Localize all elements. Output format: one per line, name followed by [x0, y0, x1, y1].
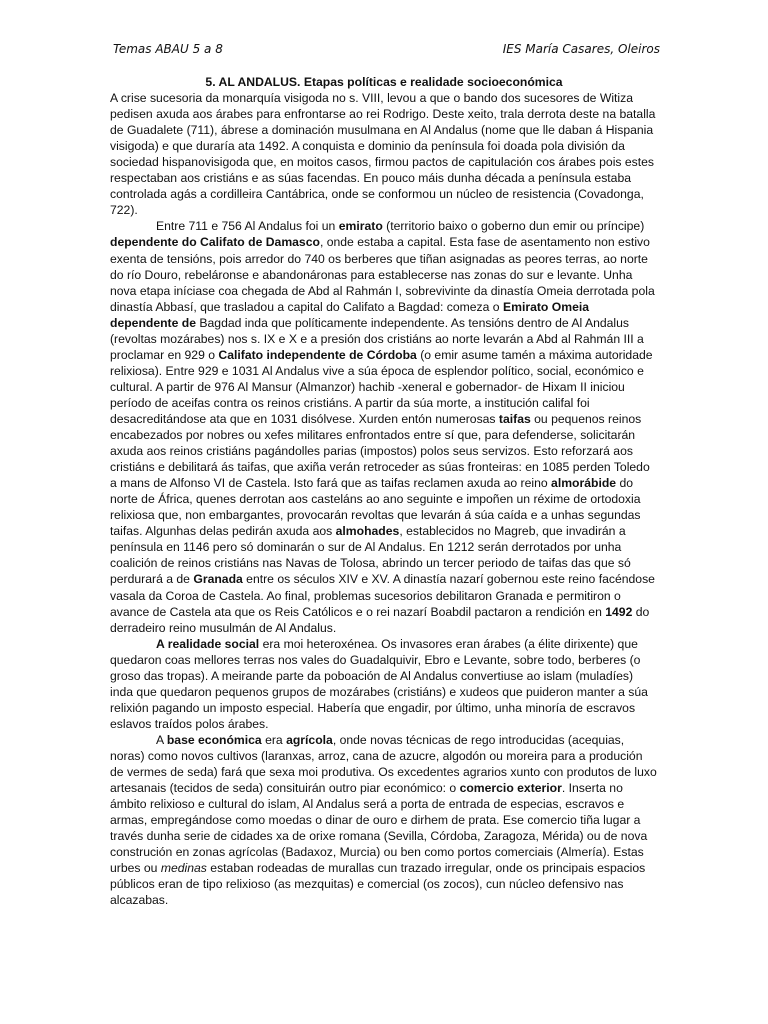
bold-term: Califato independente de Córdoba — [218, 347, 417, 362]
text-run: . Inserta no ámbito relixioso e cultural do islam, Al Andalus será a porta de entrada de especias, escravos e armas, empregándose como moedas o dinar de ouro e dirhem de prata. Ese comercio tiña lugar a través dunha serie de cidades xa de orixe romana (Sevilla, Córdoba, Zaragoza, Mérida) ou de nova construción en zonas agrícolas (Badaxoz, Murcia) ou ben como portos comerciais (Almería). Estas urbes ou — [110, 781, 648, 876]
text-run: A crise sucesoria da monarquía visigoda no s. VIII, levou a que o bando dos sucesores de Witiza pedisen axuda aos árabes para enfrontarse ao rei Rodrigo. Deste xeito, trala derrota deste na batalla de Guadalete (711), ábrese a dominación musulmana en Al Andalus (nome que lle daban á Hispania visigoda) e que duraría ata 1492. A conquista e dominio da península foi doada pola división da sociedad hispanovisigoda que, en moitos casos, firmou pactos de capitulación cos árabes pois estes respectaban aos cristiáns e as súas facendas. En pouco máis dunha década a península estaba controlada agás a cordilleira Cantábrica, onde se conformou un núcleo de resistencia (Covadonga, 722). — [110, 91, 656, 218]
bold-term: base económica — [166, 732, 262, 747]
text-run: , establecidos no Magreb, que invadirán a península en 1146 pero só dominarán o sur de Al Andalus. En 1212 serán derrotados por unha coalición de reinos cristiáns nas Navas de Tolosa, abrindo un tercer periodo de taifas das que só perdurará a de — [110, 524, 631, 587]
text-run: entre os séculos XIV e XV. A dinastía nazarí gobernou este reino facéndose vasala da Coroa de Castela. Ao final, problemas sucesorios debilitaron Granada e permitiron o avance de Castela ata que os Reis Católicos e o rei nazarí Boabdil pactaron a rendición en — [110, 572, 655, 619]
document-title: 5. AL ANDALUS. Etapas políticas e realidade socioeconómica — [205, 75, 563, 89]
text-run: Bagdad inda que políticamente independente. As tensións dentro de Al Andalus (revoltas mozárabes) nos s. IX e X e a presión dos cristiáns ao norte levarán a Abd al Rahmán III a proclamar en 929 o — [110, 315, 644, 362]
paragraph-political-stages — [110, 218, 658, 635]
text-run: estaban rodeadas de murallas cun trazado irregular, onde os principais espacios públicos eran de tipo relixioso (as mezquitas) e comercial (os zocos), cun núcleo defensivo nas alcazabas. — [110, 861, 646, 908]
paragraph-conquest — [110, 90, 658, 218]
bold-term: agrícola — [286, 732, 333, 747]
italic-term: medinas — [160, 861, 207, 876]
bold-term: Granada — [193, 572, 243, 587]
paragraph-social-reality — [110, 636, 658, 732]
text-run: era — [261, 732, 287, 747]
text-run: A — [156, 732, 167, 747]
bold-term: emirato — [338, 219, 383, 234]
document-body — [110, 74, 658, 908]
bold-term: 1492 — [605, 604, 633, 619]
text-run: (o emir asume tamén a máxima autoridade relixiosa). Entre 929 e 1031 Al Andalus vive a súa época de esplendor político, social, económico e cultural. A partir de 976 Al Mansur (Almanzor) hachib -xeneral e gobernador- de Hixam II iniciou período de aceifas contra os reinos cristiáns. A partir da súa morte, a institución califal foi desacreditándose ata que en 1031 disólvese. Xurden entón numerosas — [110, 347, 653, 426]
bold-term: dependente do Califato de Damasco — [110, 235, 320, 250]
text-run: (territorio baixo o goberno dun emir ou príncipe) — [382, 219, 645, 234]
bold-term: taifas — [498, 411, 531, 426]
text-run: , onde novas técnicas de rego introducidas (acequias, noras) como novos cultivos (laranxas, arroz, cana de azucre, algodón ou moreira para a produción de vermes de seda) fará que sexa moi produtiva. Os excedentes agrarios xunto con produtos de luxo artesanais (tecidos de seda) consituirán outro piar económico: o — [110, 732, 657, 796]
bold-term: Emirato Omeia dependente de — [110, 299, 590, 330]
text-run: Entre 711 e 756 Al Andalus foi un — [156, 219, 339, 234]
paragraph-economic-base — [110, 732, 658, 909]
bold-term: almorábide — [551, 476, 617, 491]
text-run: do derradeiro reino musulmán de Al Andalus. — [110, 604, 650, 635]
text-run: ou pequenos reinos encabezados por nobres ou xefes militares enfrontados entre sí que, para defenderse, solicitarán axuda aos reinos cristiáns pagándolles parias (impostos) polos seus servizos. Esto reforzará aos cristiáns e debilitará ás taifas, que axiña verán retroceder as súas fronteiras: en 1085 perden Toledo a mans de Alfonso VI de Castela. Isto fará que as taifas reclamen axuda ao reino — [110, 411, 650, 491]
text-run: , onde estaba a capital. Esta fase de asentamento non estivo exenta de tensións, pois arredor do 740 os berberes que tiñan asignadas as peores terras, ao norte do río Douro, rebeláronse e abandonáronas para establecerse nas zonas do sur e levante. Unha nova etapa iníciase coa chegada de Abd al Rahmán I, sobrevivinte da dinastía Omeia derrotada pola dinastía Abbasí, que trasladou a capital do Califato a Bagdad: comeza o — [110, 235, 655, 314]
bold-term: almohades — [335, 524, 400, 539]
bold-term: A realidade social — [156, 636, 260, 651]
text-run: do norte de África, quenes derrotan aos casteláns ao ano seguinte e impoñen un réxime de ortodoxia relixiosa que, non embargantes, provocarán revoltas que levarán á súa caída e a unhas segundas taifas. Algunhas delas pedirán axuda aos — [110, 476, 641, 539]
header-right: IES María Casares, Oleiros — [502, 42, 660, 56]
text-run: era moi heteroxénea. Os invasores eran árabes (a élite dirixente) que quedaron coas mellores terras nos vales do Guadalquivir, Ebro e Levante, sobre todo, berberes (o groso das tropas). A meirande parte da poboación de Al Andalus convertiuse ao islam (muladíes) inda que quedaron pequenos grupos de mozárabes (cristiáns) e xudeos que puideron manter a súa relixión pagando un imposto especial. Habería que engadir, por último, unha minoría de escravos eslavos traídos polos árabes. — [110, 636, 648, 731]
page-header — [113, 42, 660, 62]
header-left: Temas ABAU 5 a 8 — [113, 42, 223, 56]
bold-term: comercio exterior — [459, 781, 562, 796]
